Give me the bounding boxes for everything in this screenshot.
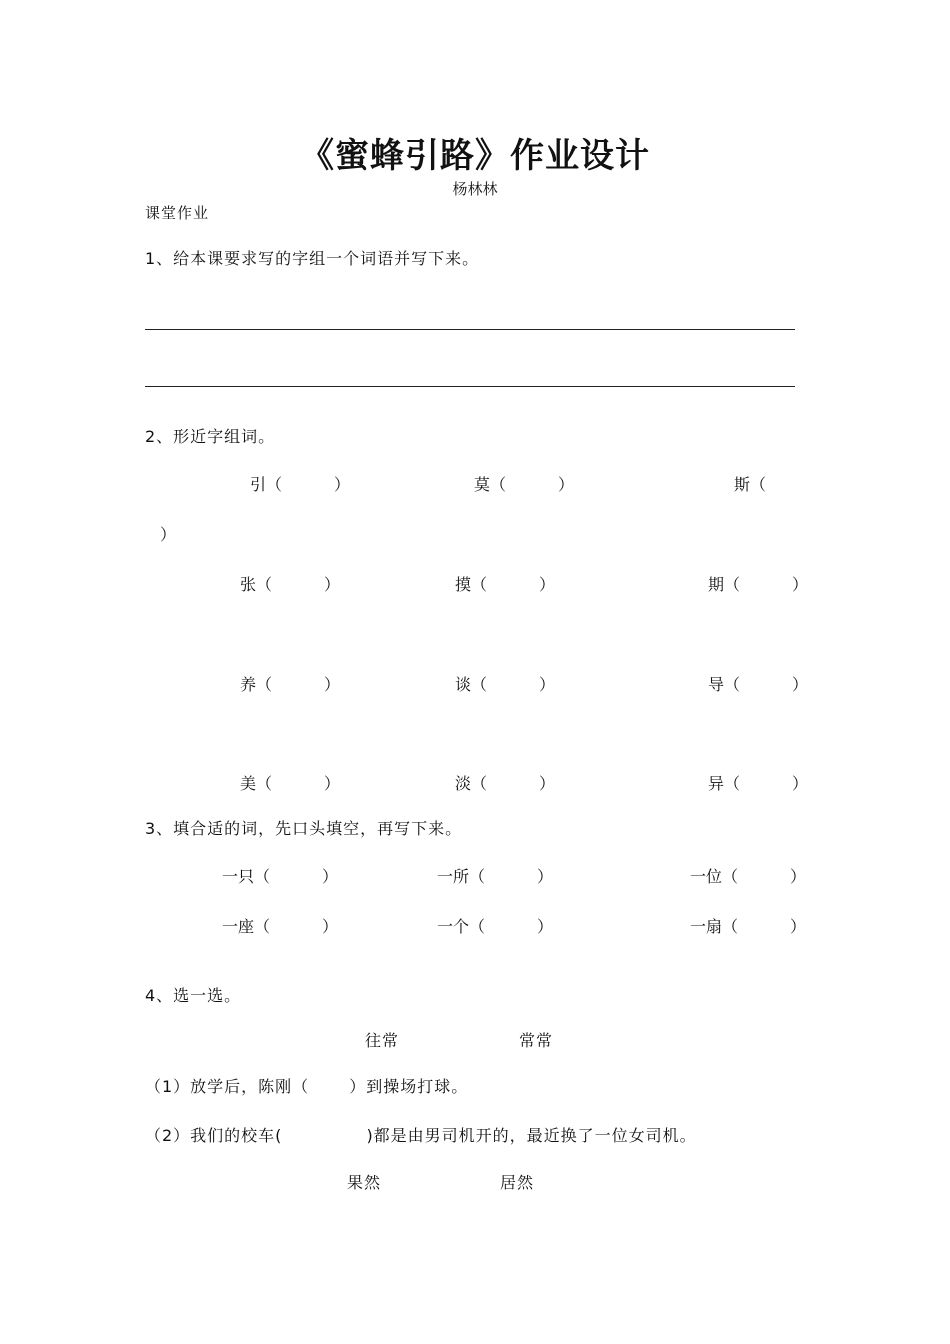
open-paren: （ xyxy=(750,475,767,494)
open-paren: （ xyxy=(254,867,271,886)
q2-item xyxy=(240,572,340,595)
q3-measure: 一所 xyxy=(437,867,470,886)
q2-item xyxy=(708,672,808,695)
open-paren: （ xyxy=(724,675,741,694)
open-paren: （ xyxy=(266,475,283,494)
q2-item xyxy=(250,472,350,495)
option-word: 居然 xyxy=(500,1173,535,1192)
open-paren: （ xyxy=(724,774,741,793)
close-paren: ） xyxy=(792,575,809,594)
close-paren: ） xyxy=(322,867,339,886)
q2-char: 引 xyxy=(250,475,267,494)
question-4-text: 4、选一选。 xyxy=(145,986,242,1005)
q3-measure: 一扇 xyxy=(690,917,723,936)
open-paren: （ xyxy=(722,867,739,886)
option-word: 果然 xyxy=(347,1173,382,1192)
q3-measure: 一个 xyxy=(437,917,470,936)
q2-item-wrap xyxy=(160,522,176,545)
q2-item xyxy=(455,672,555,695)
q2-item xyxy=(708,771,808,794)
option-word: 常常 xyxy=(519,1031,554,1050)
q2-item xyxy=(240,672,340,695)
q3-measure: 一只 xyxy=(222,867,255,886)
sentence-2-start: （2）我们的校车( xyxy=(145,1126,283,1145)
close-paren: ） xyxy=(324,675,341,694)
question-3-text: 3、填合适的词，先口头填空，再写下来。 xyxy=(145,819,463,838)
q3-item xyxy=(222,864,338,887)
open-paren: （ xyxy=(469,867,486,886)
q4-sentence-2 xyxy=(145,1123,697,1146)
author-name: 杨林林 xyxy=(452,180,498,198)
page-title: 《蜜蜂引路》作业设计 xyxy=(300,136,650,176)
q3-item xyxy=(690,914,806,937)
q3-item xyxy=(437,914,553,937)
q2-char: 导 xyxy=(708,675,725,694)
close-paren: ） xyxy=(558,475,575,494)
sentence-2-end: )都是由男司机开的，最近换了一位女司机。 xyxy=(366,1126,697,1145)
q3-measure: 一座 xyxy=(222,917,255,936)
q2-item xyxy=(734,472,766,495)
answer-line-1[interactable] xyxy=(145,329,795,330)
q2-item xyxy=(240,771,340,794)
open-paren: （ xyxy=(724,575,741,594)
close-paren: ） xyxy=(334,475,351,494)
close-paren: ） xyxy=(322,917,339,936)
question-2-text: 2、形近字组词。 xyxy=(145,427,276,446)
close-paren: ） xyxy=(539,774,556,793)
open-paren: （ xyxy=(256,774,273,793)
close-paren: ） xyxy=(324,575,341,594)
open-paren: （ xyxy=(256,575,273,594)
q2-item xyxy=(455,771,555,794)
open-paren: （ xyxy=(471,675,488,694)
q2-char: 美 xyxy=(240,774,257,793)
open-paren: （ xyxy=(254,917,271,936)
q2-char: 莫 xyxy=(474,475,491,494)
q3-item xyxy=(690,864,806,887)
open-paren: （ xyxy=(722,917,739,936)
sentence-1-end: ）到操场打球。 xyxy=(349,1077,469,1096)
close-paren: ） xyxy=(539,675,556,694)
open-paren: （ xyxy=(256,675,273,694)
q2-char: 期 xyxy=(708,575,725,594)
close-paren: ） xyxy=(537,867,554,886)
q4-sentence-1 xyxy=(145,1074,468,1097)
answer-line-2[interactable] xyxy=(145,386,795,387)
close-paren: ） xyxy=(324,774,341,793)
close-paren: ） xyxy=(790,867,807,886)
q2-char: 张 xyxy=(240,575,257,594)
q2-char: 摸 xyxy=(455,575,472,594)
q2-item xyxy=(455,572,555,595)
q2-item xyxy=(708,572,808,595)
q2-char: 谈 xyxy=(455,675,472,694)
q2-char: 养 xyxy=(240,675,257,694)
option-word: 往常 xyxy=(365,1031,400,1050)
close-paren: ） xyxy=(790,917,807,936)
sentence-1-start: （1）放学后，陈刚（ xyxy=(145,1077,310,1096)
q2-char: 异 xyxy=(708,774,725,793)
q2-char: 淡 xyxy=(455,774,472,793)
section-label: 课堂作业 xyxy=(145,204,210,222)
close-paren: ） xyxy=(792,675,809,694)
close-paren: ） xyxy=(160,525,177,544)
q3-item xyxy=(222,914,338,937)
q3-measure: 一位 xyxy=(690,867,723,886)
q2-item xyxy=(474,472,574,495)
open-paren: （ xyxy=(490,475,507,494)
q2-char: 斯 xyxy=(734,475,751,494)
close-paren: ） xyxy=(537,917,554,936)
close-paren: ） xyxy=(792,774,809,793)
open-paren: （ xyxy=(471,774,488,793)
open-paren: （ xyxy=(469,917,486,936)
close-paren: ） xyxy=(539,575,556,594)
question-1-text: 1、给本课要求写的字组一个词语并写下来。 xyxy=(145,249,480,268)
q3-item xyxy=(437,864,553,887)
open-paren: （ xyxy=(471,575,488,594)
